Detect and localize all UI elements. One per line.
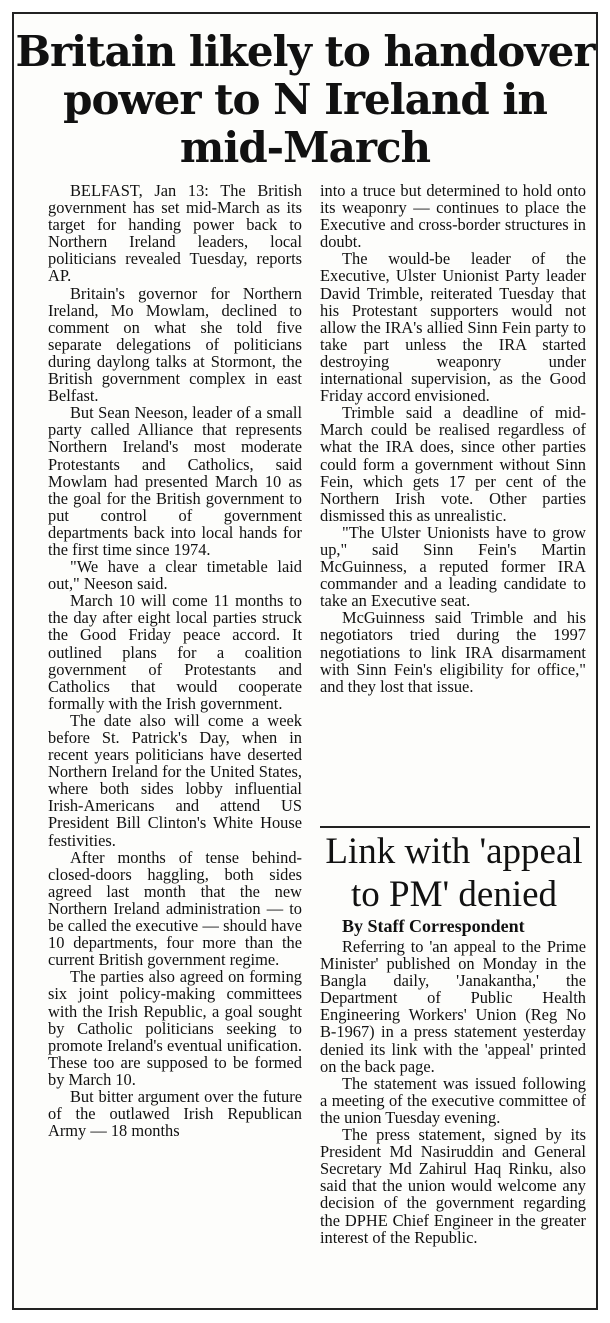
paragraph: But Sean Neeson, leader of a small party called Alliance that represents Northern Ireland's most moderate Protestants and Catholics, said Mowlam had presented March 10 as the goal for the British government to put control of government departments back into local hands for the first time since 1974. <box>48 403 302 559</box>
paragraph: But bitter argument over the future of the outlawed Irish Republican Army — 18 months <box>48 1086 302 1141</box>
section-divider <box>320 826 590 828</box>
paragraph: The would-be leader of the Executive, Ulster Unionist Party leader David Trimble, reiterated Tuesday that his Protestant supporters would not allow the IRA's allied Sinn Fein party to take part unless the IRA started destroying weaponry under international supervision, as the Good Friday accord envisioned. <box>320 249 586 406</box>
article-column-1 <box>48 182 302 1139</box>
article-column-2 <box>320 182 586 695</box>
paragraph: The date also will come a week before St. Patrick's Day, when in recent years politicians have deserted Northern Ireland for the United States, where both sides lobby influential Irish-Americans and attend US President Bill Clinton's White House festivities. <box>48 710 302 850</box>
byline: By Staff Correspondent <box>342 916 525 936</box>
paragraph: The statement was issued following a meeting of the executive committee of the union Tuesday evening. <box>320 1073 586 1127</box>
paragraph: "We have a clear timetable laid out," Neeson said. <box>48 557 302 594</box>
second-headline: Link with 'appeal to PM' denied <box>325 831 583 915</box>
paragraph: The parties also agreed on forming six joint policy-making committees with the Irish Republic, a goal sought by Catholic politicians seeking to promote Ireland's eventual unification. These too are supposed to be formed by March 10. <box>48 967 302 1089</box>
paragraph: BELFAST, Jan 13: The British government has set mid-March as its target for handing power back to Northern Ireland leaders, local politicians revealed Tuesday, reports AP. <box>48 181 302 286</box>
paragraph: The press statement, signed by its President Md Nasiruddin and General Secretary Md Zahirul Haq Rinku, also said that the union would welcome any decision of the government regarding the DPHE Chief Engineer in the greater interest of the Republic. <box>320 1125 586 1247</box>
paragraph: Referring to 'an appeal to the Prime Minister' published on Monday in the Bangla daily, 'Janakantha,' the Department of Public Health Engineering Workers' Union (Reg No B-1967) in a press statement yesterday denied its link with the 'appeal' printed on the back page. <box>320 937 586 1076</box>
main-headline: Britain likely to handover power to N Ireland in mid-March <box>15 27 595 172</box>
paragraph: Trimble said a deadline of mid-March could be realised regardless of what the IRA does, since other parties could form a government without Sinn Fein, which gets 17 per cent of the Northern Irish vote. Other parties dismissed this as unrealistic. <box>320 403 586 525</box>
paragraph: into a truce but determined to hold onto its weaponry — continues to place the Executive and cross-border structures in doubt. <box>320 181 586 252</box>
paragraph: March 10 will come 11 months to the day after eight local parties struck the Good Friday peace accord. It outlined plans for a coalition government of Protestants and Catholics that would cooperate formally with the Irish government. <box>48 591 302 713</box>
second-article-body <box>320 938 586 1246</box>
paragraph: Britain's governor for Northern Ireland, Mo Mowlam, declined to comment on what she told five separate delegations of politicians during daylong talks at Stormont, the British government complex in east Belfast. <box>48 283 302 406</box>
paragraph: "The Ulster Unionists have to grow up," said Sinn Fein's Martin McGuinness, a reputed former IRA commander and a leading candidate to take an Executive seat. <box>320 522 586 611</box>
newspaper-clipping <box>12 12 598 1310</box>
paragraph: McGuinness said Trimble and his negotiators tried during the 1997 negotiations to link IRA disarmament with Sinn Fein's eligibility for office," and they lost that issue. <box>320 608 586 696</box>
paragraph: After months of tense behind-closed-doors haggling, both sides agreed last month that the new Northern Ireland administration — to be called the executive — should have 10 departments, four more than the current British government regime. <box>48 847 302 970</box>
